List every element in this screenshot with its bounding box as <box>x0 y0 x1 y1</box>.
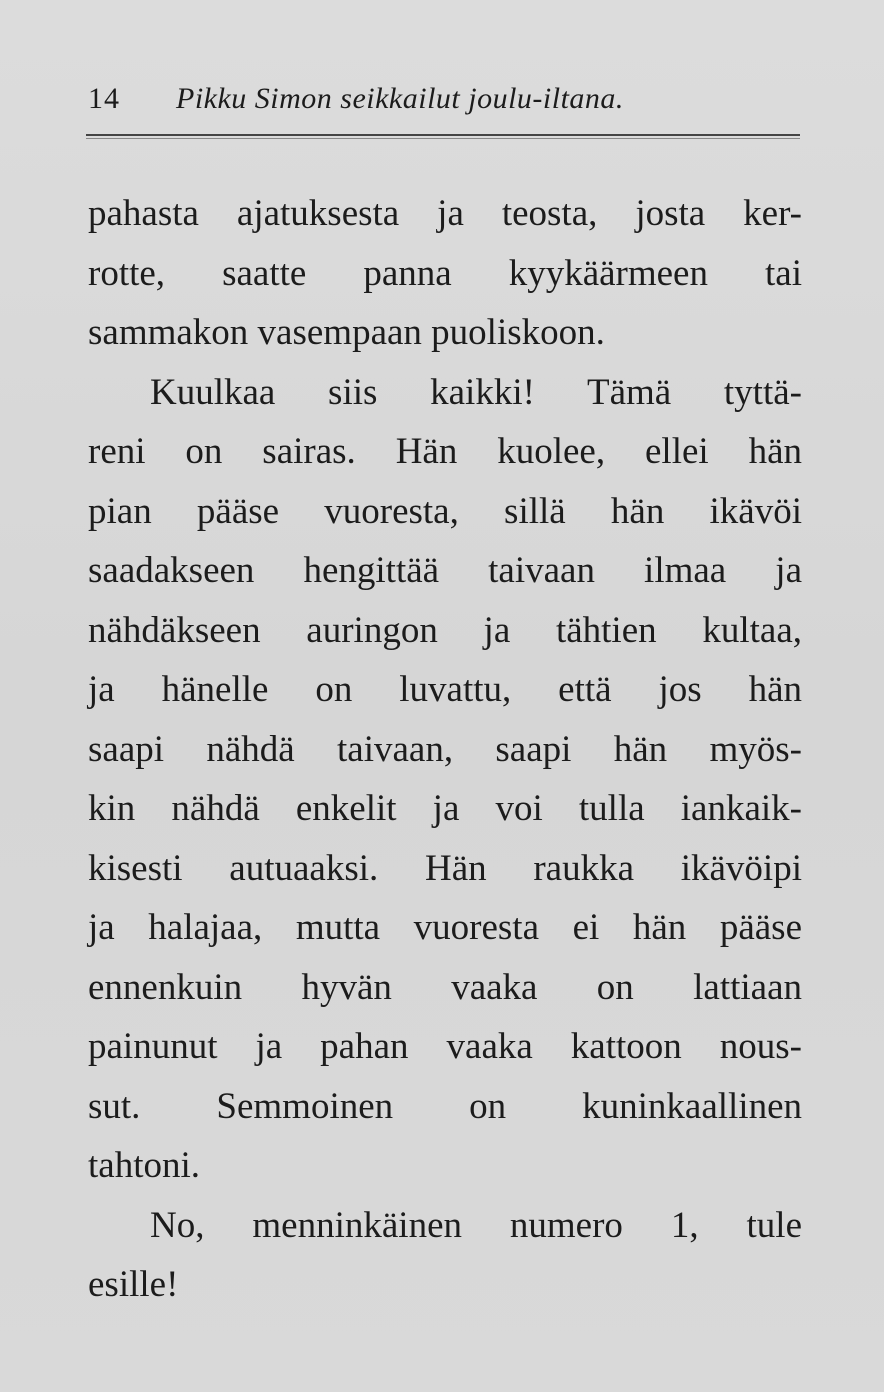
header-rule-thin <box>86 138 800 139</box>
text-line: saapi nähdä taivaan, saapi hän myös- <box>88 728 802 770</box>
text-line: ennenkuin hyvän vaaka on lattiaan <box>88 966 802 1008</box>
page-number: 14 <box>88 82 120 115</box>
running-title: Pikku Simon seikkailut joulu-iltana. <box>176 82 624 115</box>
text-line: Kuulkaa siis kaikki! Tämä tyttä- <box>150 371 802 413</box>
text-line: pahasta ajatuksesta ja teosta, josta ker- <box>88 193 802 234</box>
text-line: pian pääse vuoresta, sillä hän ikävöi <box>88 490 802 532</box>
body-text <box>88 184 802 1315</box>
text-line: sammakon vasempaan puoliskoon. <box>88 312 605 353</box>
text-line: No, menninkäinen numero 1, tule <box>150 1204 802 1246</box>
text-line: ja halajaa, mutta vuoresta ei hän pääse <box>88 907 802 948</box>
text-line: kin nähdä enkelit ja voi tulla iankaik- <box>88 788 802 829</box>
text-line: kisesti autuaaksi. Hän raukka ikävöipi <box>88 847 802 889</box>
text-line: ja hänelle on luvattu, että jos hän <box>88 669 802 710</box>
text-line: nähdäkseen auringon ja tähtien kultaa, <box>88 609 802 651</box>
text-line: rotte, saatte panna kyykäärmeen tai <box>88 252 802 294</box>
page-header <box>88 82 798 122</box>
header-rule <box>86 134 800 136</box>
text-line: tahtoni. <box>88 1145 201 1186</box>
text-line: esille! <box>88 1264 179 1305</box>
text-line: painunut ja pahan vaaka kattoon nous- <box>88 1026 802 1067</box>
text-line: reni on sairas. Hän kuolee, ellei hän <box>88 431 802 472</box>
text-line: sut. Semmoinen on kuninkaallinen <box>88 1085 802 1127</box>
text-line: saadakseen hengittää taivaan ilmaa ja <box>88 550 802 591</box>
